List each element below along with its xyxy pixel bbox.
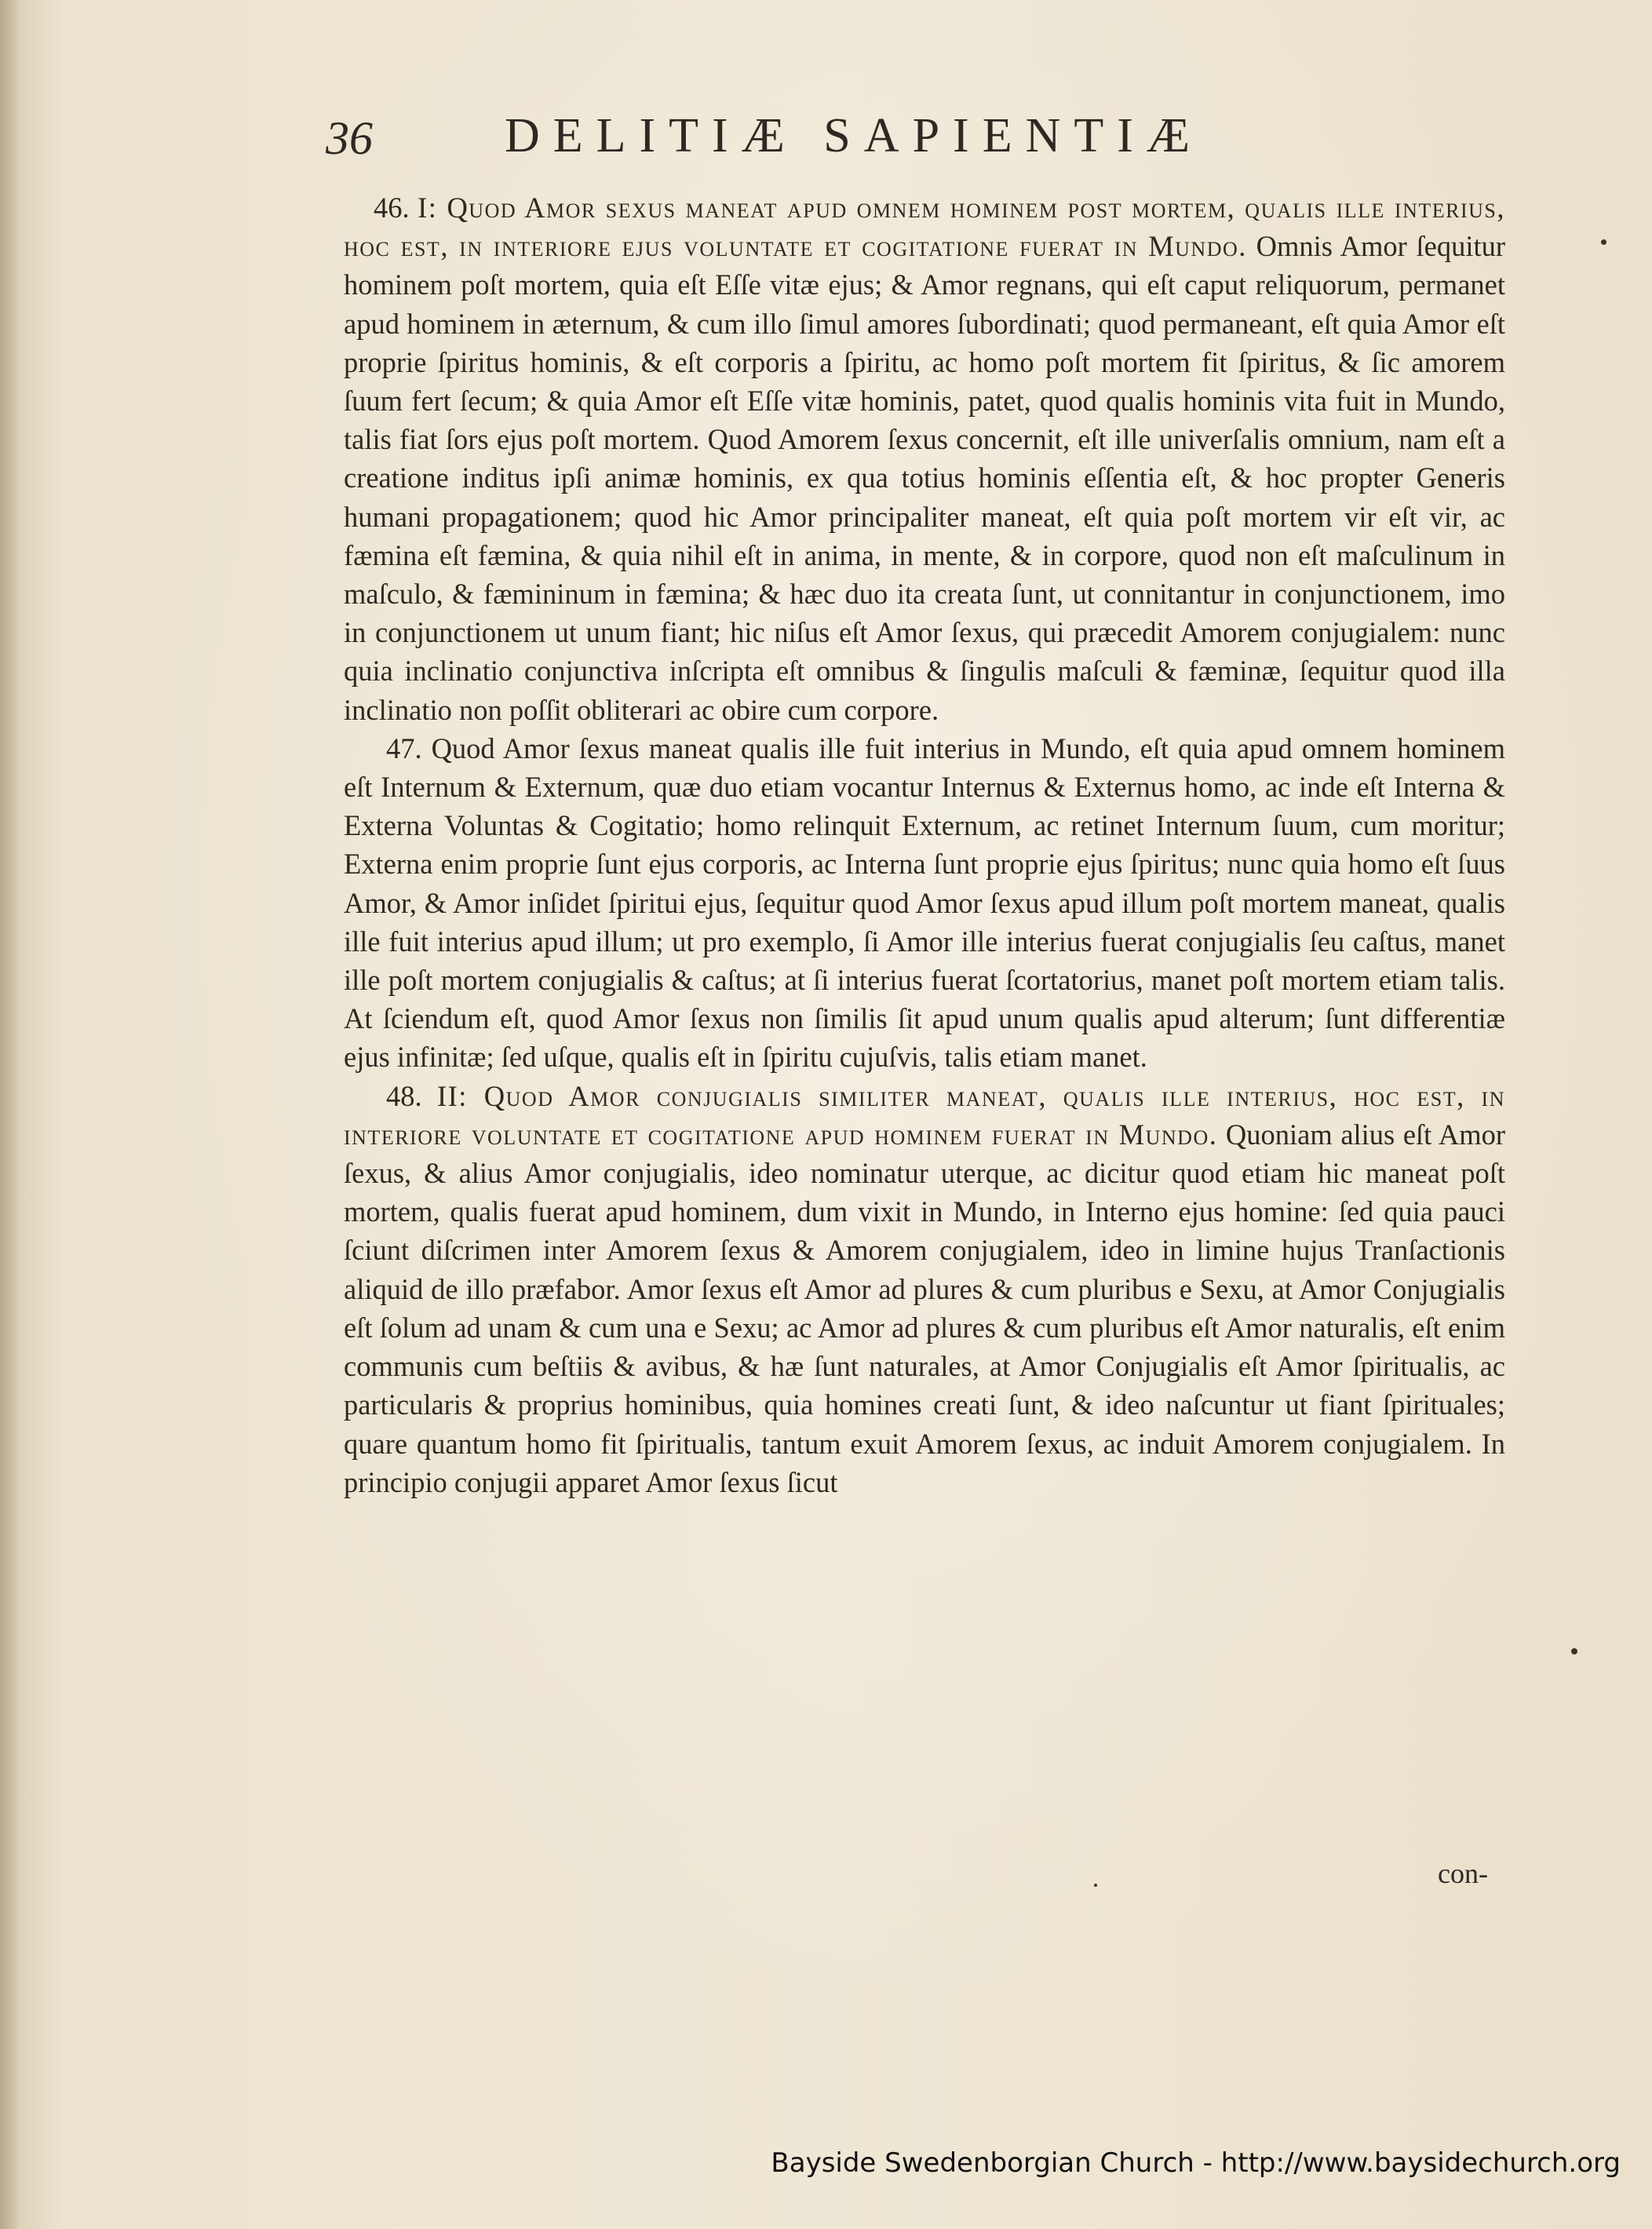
paragraph-number: 47. (386, 731, 422, 764)
paragraph-heading: I: Quod Amor sexus maneat apud omnem hominem post mortem, qualis ille interius, hoc est, in interiore ejus voluntate et cogitatione fuerat in Mundo. (344, 192, 1505, 263)
ink-speck (1601, 239, 1606, 245)
paragraph-body: Omnis Amor ſequitur hominem poſt mortem, quia eſt Eſſe vitæ ejus; & Amor regnans, qui eſt caput reliquorum, permanet apud hominem in æternum, & cum illo ſimul amores ſubordinati; quod permaneant, eſt quia Amor eſt proprie ſpiritus hominis, & eſt corporis a ſpiritu, ac homo poſt mortem fit ſpiritus, & ſic amorem ſuum fert ſecum; & quia Amor eſt Eſſe vitæ hominis, patet, quod qualis hominis vita fuit in Mundo, talis fiat ſors ejus poſt mortem. Quod Amorem ſexus concernit, eſt ille univerſalis omnium, nam eſt a creatione inditus ipſi animæ hominis, ex qua totius hominis eſſentia eſt, & hoc propter Generis humani propagationem; quod hic Amor principaliter maneat, eſt quia poſt mortem vir eſt vir, ac fæmina eſt fæmina, & quia nihil eſt in anima, in mente, & in corpore, quod non eſt maſculinum in maſculo, & fæmininum in fæmina; & hæc duo ita creata ſunt, ut connitantur in conjunctionem, imo in conjunctionem ut unum fiant; hic niſus eſt Amor ſexus, qui præcedit Amorem conjugialem: nunc quia inclinatio conjunctiva inſcripta eſt omnibus & ſingulis maſculi & fæminæ, ſequitur quod illa inclinatio non poſſit obliterari ac obire cum corpore. (344, 230, 1506, 726)
paragraph-number: 48. (386, 1079, 422, 1112)
watermark-text: Bayside Swedenborgian Church - http://www.baysidechurch.org (771, 2147, 1621, 2179)
paragraph-body: Quod Amor ſexus maneat qualis ille fuit interius in Mundo, eſt quia apud omnem hominem eſt Internum & Externum, quæ duo etiam vocantur Internus & Externus homo, ac inde eſt Interna & Externa Voluntas & Cogitatio; homo relinquit Externum, ac retinet Internum ſuum, cum moritur; Externa enim proprie ſunt ejus corporis, ac Interna ſunt proprie ejus ſpiritus; nunc quia homo eſt ſuus Amor, & Amor inſidet ſpiritui ejus, ſequitur quod Amor ſexus apud illum poſt mortem maneat, qualis ille fuit interius apud illum; ut pro exemplo, ſi Amor ille interius fuerat conjugialis ſeu caſtus, manet ille poſt mortem conjugialis & caſtus; at ſi interius fuerat ſcortatorius, manet poſt mortem etiam talis. At ſciendum eſt, quod Amor ſexus non ſimilis ſit apud unum qualis apud alterum; ſunt differentiæ ejus infinitæ; ſed uſque, qualis eſt in ſpiritu cujuſvis, talis etiam manet. (344, 731, 1506, 1074)
catchword: con- (1438, 1858, 1488, 1889)
paragraph-heading: II: Quod Amor conjugialis similiter maneat, qualis ille interius, hoc est, in interiore voluntate et cogitatione apud hominem fuerat in Mundo. (344, 1079, 1505, 1151)
paragraph-body: Quoniam alius eſt Amor ſexus, & alius Amor conjugialis, ideo nominatur uterque, ac dicitur quod etiam hic maneat poſt mortem, qualis fuerat apud hominem, dum vixit in Mundo, in Interno ejus homine: ſed quia pauci ſciunt diſcrimen inter Amorem ſexus & Amorem conjugialem, ideo in limine hujus Tranſactionis aliquid de illo præfabor. Amor ſexus eſt Amor ad plures & cum pluribus e Sexu, at Amor Conjugialis eſt ſolum ad unam & cum una e Sexu; ac Amor ad plures & cum pluribus eſt Amor naturalis, eſt enim communis cum beſtiis & avibus, & hæ ſunt naturales, at Amor Conjugialis eſt Amor ſpiritualis, ac particularis & proprius hominibus, quia homines creati ſunt, & ideo naſcuntur ut fiant ſpirituales; quare quantum homo fit ſpiritualis, tantum exuit Amorem ſexus, ac induit Amorem conjugialem. In principio conjugii apparet Amor ſexus ſicut (344, 1118, 1505, 1498)
paragraph-48 (344, 1077, 1505, 1501)
ink-speck (1094, 1884, 1097, 1887)
ink-speck (1571, 1648, 1577, 1654)
running-title: DELITIÆ SAPIENTIÆ (505, 109, 1203, 162)
text-block (344, 188, 1505, 1501)
page-header (326, 100, 1362, 171)
paragraph-47 (344, 729, 1505, 1077)
gutter-shadow (0, 0, 20, 2229)
paragraph-number: 46. (374, 192, 410, 224)
page-number: 36 (326, 112, 373, 164)
paragraph-46 (344, 188, 1505, 729)
